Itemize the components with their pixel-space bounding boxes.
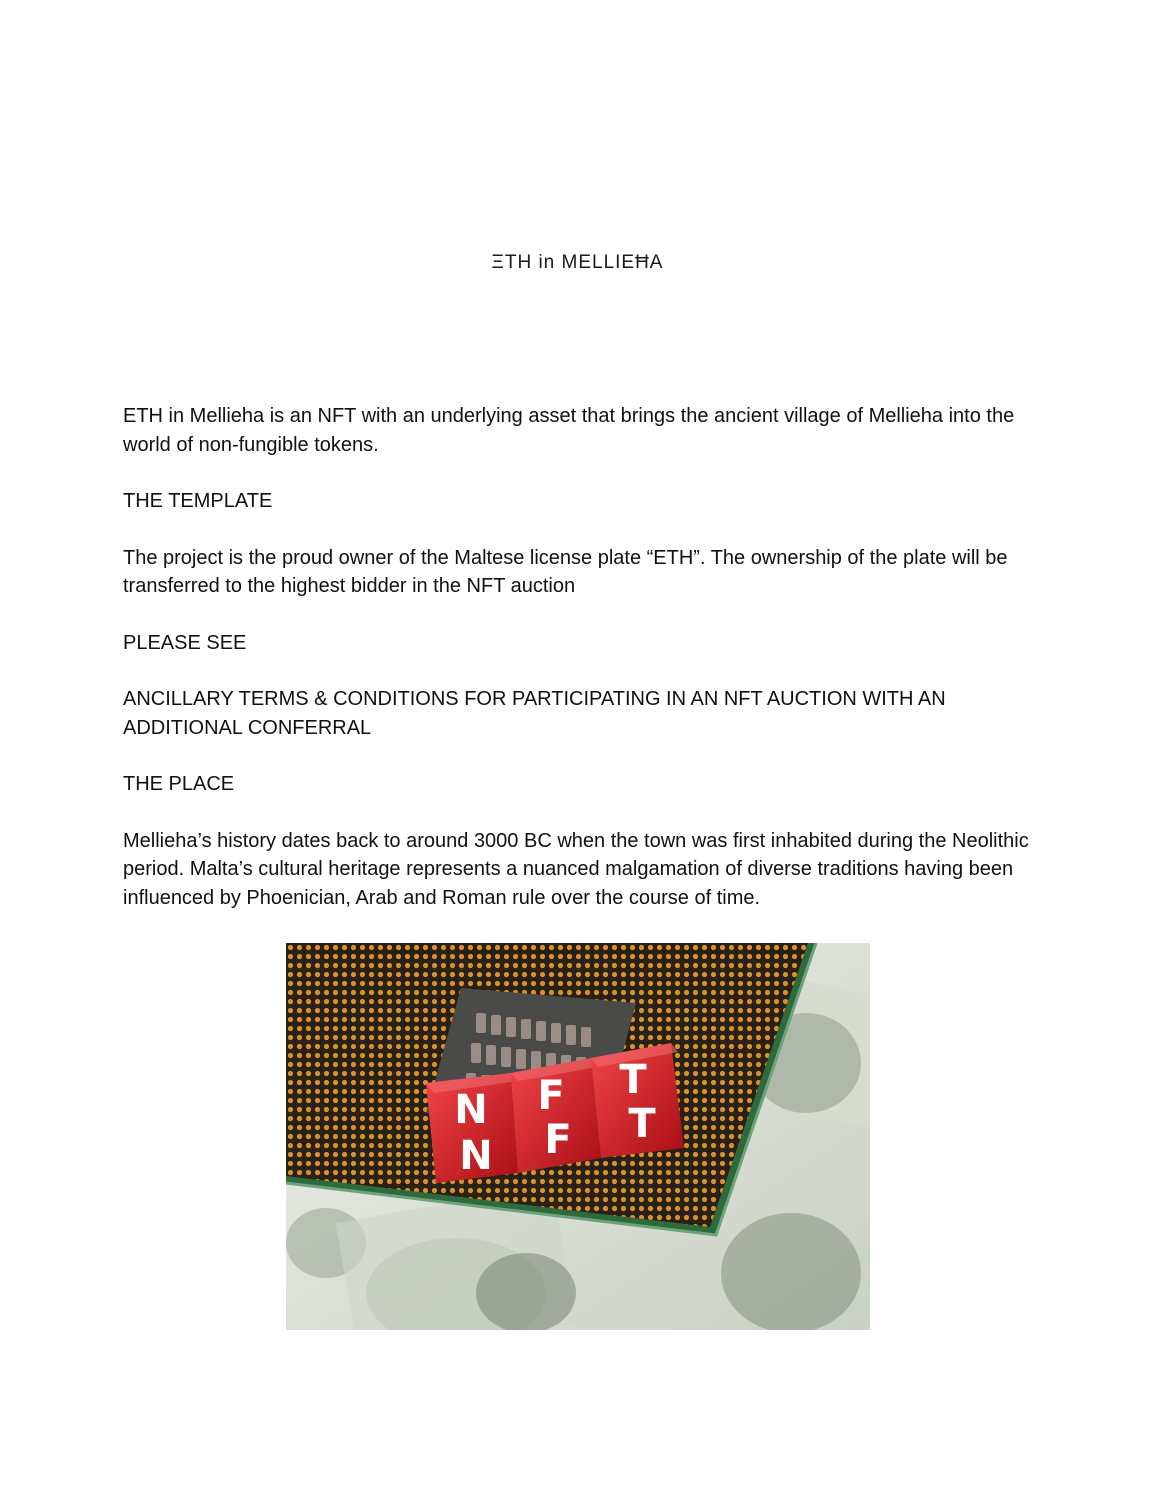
section-heading-place: THE PLACE	[123, 773, 235, 795]
document-body	[123, 402, 1033, 940]
place-paragraph: Mellieha’s history dates back to around 3000 BC when the town was first inhabited during the Neolithic period. Malta’s cultural heritage represents a nuanced malgamation of diverse traditions having been influenced by Phoenician, Arab and Roman rule over the course of time.	[123, 829, 1029, 909]
terms-link[interactable]: ANCILLARY TERMS & CONDITIONS FOR PARTICIPATING IN AN NFT AUCTION WITH AN ADDITIONAL CONFERRAL	[123, 688, 946, 739]
site-logo: ΞTH in MELLIEĦA	[491, 252, 664, 273]
dice-letter: F	[537, 1073, 565, 1119]
dice-letter: N	[459, 1133, 493, 1179]
dice-letter: T	[628, 1101, 656, 1147]
intro-paragraph: ETH in Mellieha is an NFT with an underlying asset that brings the ancient village of Mellieha into the world of non-fungible tokens.	[123, 405, 1015, 456]
template-paragraph: The project is the proud owner of the Maltese license plate “ETH”. The ownership of the plate will be transferred to the highest bidder in the NFT auction	[123, 546, 1008, 597]
dice-letter: F	[544, 1117, 572, 1163]
section-heading-template: THE TEMPLATE	[123, 490, 273, 512]
nft-dice-photo	[286, 943, 870, 1330]
please-see-label: PLEASE SEE	[123, 631, 247, 654]
dice-letter: T	[619, 1057, 647, 1103]
dice-letter: N	[454, 1087, 488, 1133]
